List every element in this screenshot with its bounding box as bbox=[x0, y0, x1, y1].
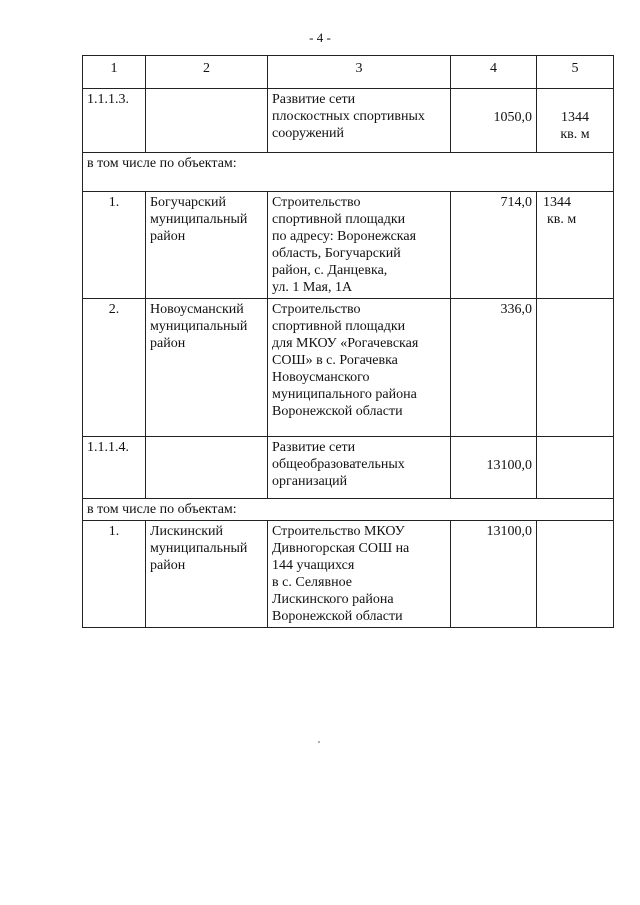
scan-speck bbox=[318, 741, 320, 743]
row-description: Строительство спортивной площадки для МКОУ «Рогачевская СОШ» в с. Рогачевка Новоусманского муниципального района Воронежской области bbox=[268, 299, 451, 437]
row-quantity bbox=[537, 192, 614, 299]
row-description: Строительство МКОУ Дивногорская СОШ на 144 учащихся в с. Селявное Лискинского района Воронежской области bbox=[268, 521, 451, 628]
row-subhead: в том числе по объектам: bbox=[83, 153, 614, 192]
program-table bbox=[82, 55, 614, 628]
row-district: Новоусманский муниципальный район bbox=[146, 299, 268, 437]
row-amount: 336,0 bbox=[451, 299, 537, 437]
row-code: 1.1.1.3. bbox=[83, 89, 146, 153]
row-description: Строительство спортивной площадки по адресу: Воронежская область, Богучарский район, с. Данцевка, ул. 1 Мая, 1А bbox=[268, 192, 451, 299]
row-quantity bbox=[537, 521, 614, 628]
table-row-item bbox=[83, 89, 614, 153]
row-code: 1.1.1.4. bbox=[83, 437, 146, 499]
row-quantity bbox=[537, 437, 614, 499]
header-cell-col5: 5 bbox=[537, 56, 614, 89]
table-row-object bbox=[83, 192, 614, 299]
row-description: Развитие сети общеобразовательных организаций bbox=[268, 437, 451, 499]
header-cell-col1: 1 bbox=[83, 56, 146, 89]
row-quantity-value: 1344 bbox=[543, 195, 571, 210]
page-number: - 4 - bbox=[309, 30, 331, 45]
row-code: 1. bbox=[83, 521, 146, 628]
table-header-row bbox=[83, 56, 614, 89]
row-quantity-value: 1344 bbox=[561, 110, 589, 125]
row-district: Лискинский муниципальный район bbox=[146, 521, 268, 628]
row-district bbox=[146, 89, 268, 153]
row-amount: 13100,0 bbox=[451, 521, 537, 628]
row-description: Развитие сети плоскостных спортивных сооружений bbox=[268, 89, 451, 153]
table-row-object bbox=[83, 299, 614, 437]
row-code: 1. bbox=[83, 192, 146, 299]
row-amount: 13100,0 bbox=[451, 437, 537, 499]
header-cell-col2: 2 bbox=[146, 56, 268, 89]
header-cell-col3: 3 bbox=[268, 56, 451, 89]
header-cell-col4: 4 bbox=[451, 56, 537, 89]
row-subhead: в том числе по объектам: bbox=[83, 499, 614, 521]
row-code: 2. bbox=[83, 299, 146, 437]
row-district: Богучарский муниципальный район bbox=[146, 192, 268, 299]
row-amount: 1050,0 bbox=[451, 89, 537, 153]
row-quantity-unit: кв. м bbox=[560, 127, 590, 142]
row-quantity bbox=[537, 299, 614, 437]
table-row-subhead bbox=[83, 153, 614, 192]
table-row-object bbox=[83, 521, 614, 628]
row-district bbox=[146, 437, 268, 499]
table-row-subhead bbox=[83, 499, 614, 521]
row-amount: 714,0 bbox=[451, 192, 537, 299]
table-row-item bbox=[83, 437, 614, 499]
row-quantity bbox=[537, 89, 614, 153]
row-quantity-unit: кв. м bbox=[547, 212, 577, 227]
